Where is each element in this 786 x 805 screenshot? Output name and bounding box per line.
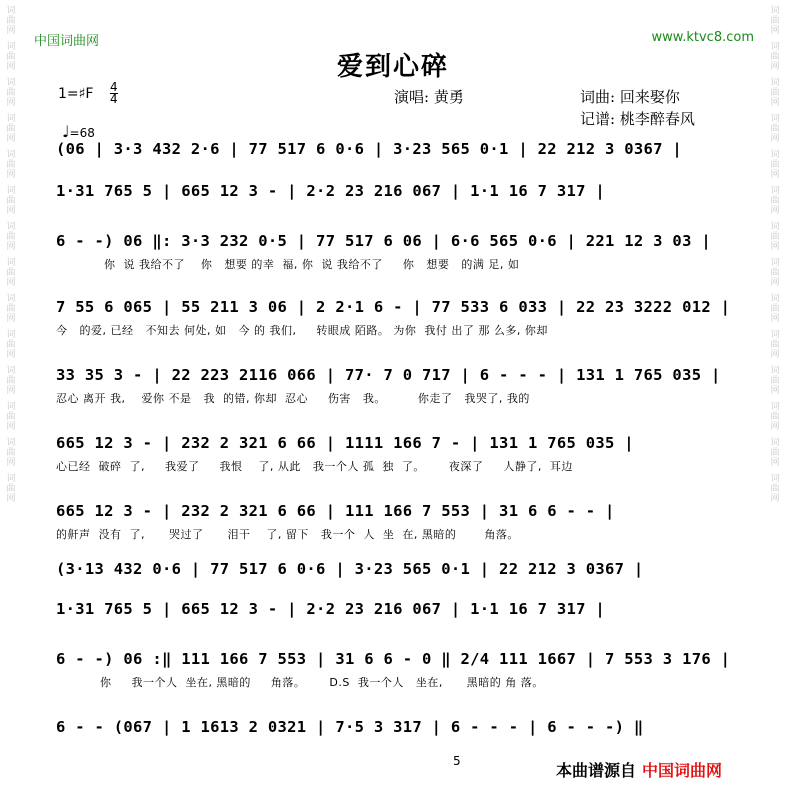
- watermark-text: 词 曲 网: [6, 150, 16, 180]
- lyric-line: 的鼾声 没有 了, 哭过了 泪干 了, 留下 我一个 人 坐 在, 黑暗的 角落。: [56, 528, 519, 541]
- watermark-text: 词 曲 网: [770, 402, 780, 432]
- watermark-text: 词 曲 网: [770, 150, 780, 180]
- notation-line: 6 - - (067 | 1 1613 2 0321 | 7·5 3 317 | 6 - - - | 6 - - -) ‖: [56, 718, 644, 736]
- lyric-line: 心已经 破碎 了, 我爱了 我恨 了, 从此 我一个人 孤 独 了。 夜深了 人静了, 耳边: [56, 460, 573, 473]
- watermark-text: 词 曲 网: [6, 78, 16, 108]
- singer-credit: 演唱: 黄勇: [394, 88, 464, 106]
- score-row: [56, 650, 731, 690]
- watermark-text: 词 曲 网: [6, 330, 16, 360]
- song-title: 爱到心碎: [336, 52, 449, 82]
- tempo-marking: [62, 122, 95, 141]
- notation-line: 665 12 3 - | 232 2 321 6 66 | 111 166 7 553 | 31 6 6 - - |: [56, 502, 615, 520]
- lyric-line: 你 说 我给不了 你 想要 的幸 福, 你 说 我给不了 你 想要 的满 足, 如: [56, 258, 520, 271]
- time-signature-numerator: 4: [110, 80, 118, 94]
- notation-line: 665 12 3 - | 232 2 321 6 66 | 1111 166 7 - | 131 1 765 035 |: [56, 434, 634, 452]
- watermark-text: 词 曲 网: [770, 114, 780, 144]
- notation-line: 1·31 765 5 | 665 12 3 - | 2·2 23 216 067 | 1·1 16 7 317 |: [56, 182, 606, 200]
- score-row: [56, 502, 728, 542]
- watermark-text: 词 曲 网: [6, 186, 16, 216]
- notation-line: (06 | 3·3 432 2·6 | 77 517 6 0·6 | 3·23 565 0·1 | 22 212 3 0367 |: [56, 140, 683, 158]
- watermark-text: 词 曲 网: [6, 222, 16, 252]
- watermark-text: 词 曲 网: [770, 78, 780, 108]
- source-label: 本曲谱源自: [556, 761, 637, 780]
- lyricist-credit: 词曲: 回来娶你: [580, 88, 680, 106]
- watermark-text: 词 曲 网: [6, 114, 16, 144]
- source-credit: [556, 758, 722, 781]
- watermark-text: 词 曲 网: [6, 474, 16, 504]
- notation-line: (3·13 432 0·6 | 77 517 6 0·6 | 3·23 565 0·1 | 22 212 3 0367 |: [56, 560, 644, 578]
- watermark-text: 词 曲 网: [6, 366, 16, 396]
- watermark-text: 词 曲 网: [770, 438, 780, 468]
- site-url-right[interactable]: www.ktvc8.com: [651, 30, 754, 45]
- watermark-text: 词 曲 网: [770, 474, 780, 504]
- score-row: [56, 140, 728, 164]
- watermark-text: 词 曲 网: [770, 294, 780, 324]
- notation-line: 6 - -) 06 ‖: 3·3 232 0·5 | 77 517 6 06 | 6·6 565 0·6 | 221 12 3 03 |: [56, 232, 711, 250]
- score-row: [56, 232, 728, 272]
- score-row: [56, 298, 731, 338]
- notation-line: 7 55 6 065 | 55 211 3 06 | 2 2·1 6 - | 77 533 6 033 | 22 23 3222 012 |: [56, 298, 731, 316]
- key-signature: 1=♯F: [58, 86, 94, 102]
- lyric-line: 今 的爱, 已经 不知去 何处, 如 今 的 我们, 转眼成 陌路。 为你 我付 出了 那 么多, 你却: [56, 324, 548, 337]
- notation-line: 33 35 3 - | 22 223 2116 066 | 77· 7 0 717 | 6 - - - | 131 1 765 035 |: [56, 366, 721, 384]
- watermark-text: 词 曲 网: [6, 42, 16, 72]
- watermark-text: 词 曲 网: [770, 366, 780, 396]
- time-signature-denominator: 4: [110, 92, 118, 106]
- score-row: [56, 600, 728, 624]
- watermark-text: 词 曲 网: [770, 42, 780, 72]
- site-name-left[interactable]: 中国词曲网: [34, 34, 100, 49]
- lyric-line: 你 我一个人 坐在, 黑暗的 角落。 D.S 我一个人 坐在, 黑暗的 角 落。: [56, 676, 544, 689]
- time-signature: [110, 82, 118, 105]
- score-row: [56, 366, 728, 406]
- notation-line: 6 - -) 06 :‖ 111 166 7 553 | 31 6 6 - 0 ‖ 2/4 111 1667 | 7 553 3 176 |: [56, 650, 731, 668]
- watermark-text: 词 曲 网: [6, 258, 16, 288]
- watermark-text: 词 曲 网: [6, 402, 16, 432]
- page-number: 5: [453, 754, 461, 768]
- score-row: [56, 434, 728, 474]
- score-row: [56, 560, 728, 584]
- watermark-text: 词 曲 网: [6, 294, 16, 324]
- watermark-column-left: [0, 0, 22, 805]
- quarter-note-icon: ♩: [62, 122, 70, 141]
- lyric-line: 忍心 离开 我, 爱你 不是 我 的错, 你却 忍心 伤害 我。 你走了 我哭了, 我的: [56, 392, 530, 405]
- watermark-text: 词 曲 网: [770, 258, 780, 288]
- watermark-text: 词 曲 网: [770, 222, 780, 252]
- watermark-text: 词 曲 网: [770, 6, 780, 36]
- score-row: [56, 718, 728, 742]
- watermark-text: 词 曲 网: [6, 6, 16, 36]
- source-brand[interactable]: 中国词曲网: [642, 761, 723, 780]
- watermark-column-right: [764, 0, 786, 805]
- watermark-text: 词 曲 网: [770, 330, 780, 360]
- transcriber-credit: 记谱: 桃李醉春风: [580, 110, 695, 128]
- watermark-text: 词 曲 网: [770, 186, 780, 216]
- watermark-text: 词 曲 网: [6, 438, 16, 468]
- tempo-value: =68: [69, 126, 95, 140]
- notation-line: 1·31 765 5 | 665 12 3 - | 2·2 23 216 067 | 1·1 16 7 317 |: [56, 600, 606, 618]
- score-row: [56, 182, 728, 206]
